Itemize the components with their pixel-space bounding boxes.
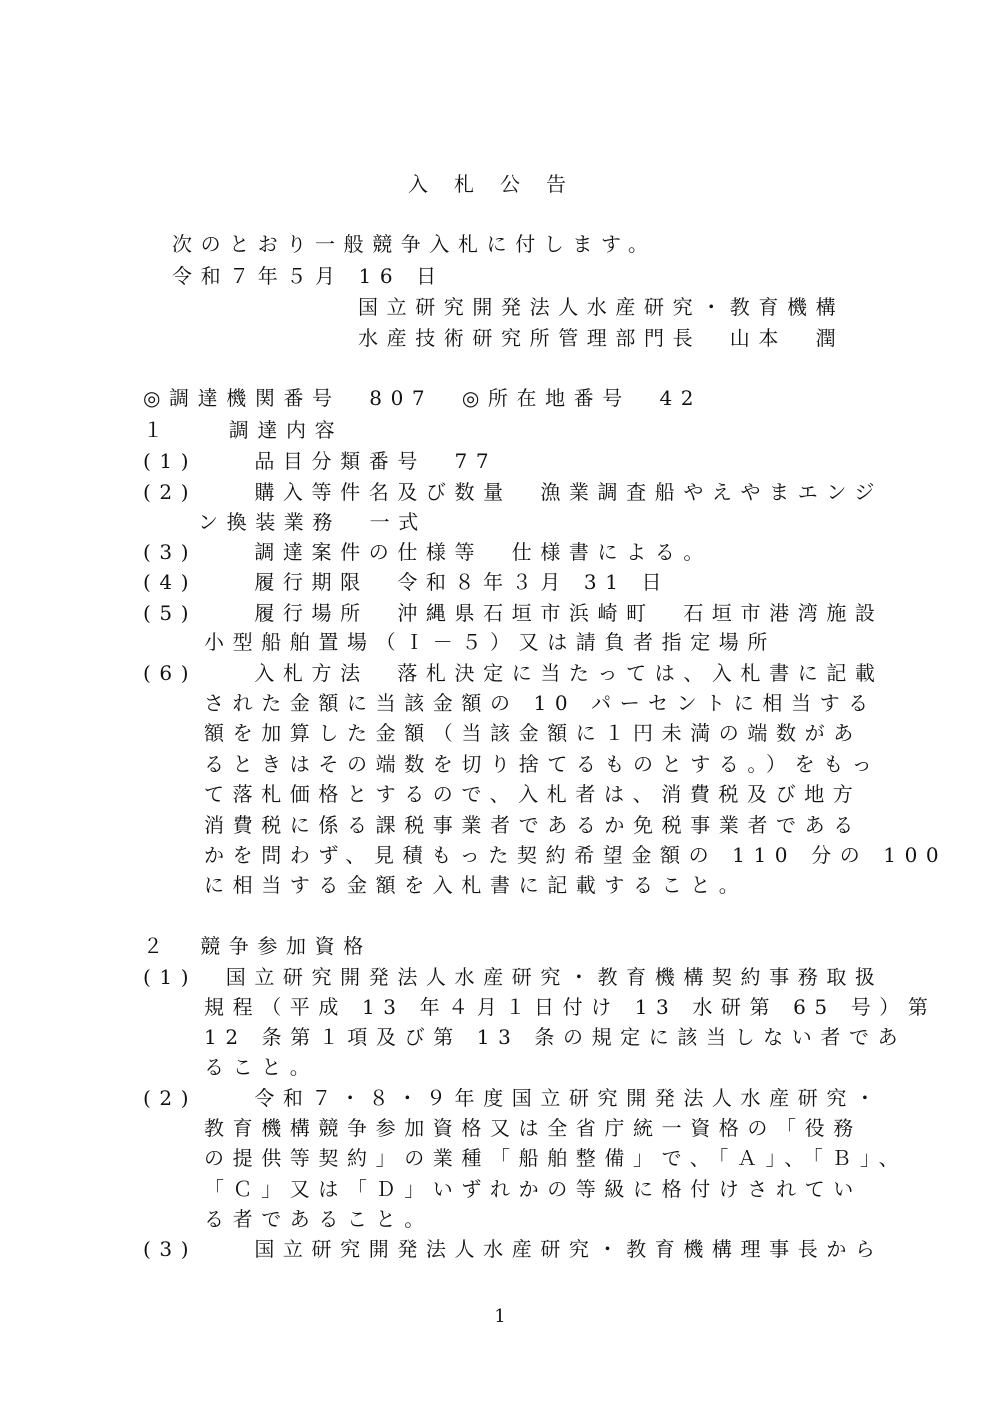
section-2-item-1-line-4: ること。: [204, 1055, 319, 1079]
section-1-item-6-line-3: 額を加算した金額（当該金額に１円未満の端数があ: [204, 721, 862, 745]
section-1-item-6-line-7: かを問わず、見積もった契約希望金額の 110 分の 100: [204, 843, 948, 867]
section-2-item-2-line-3: の提供等契約」の業種「船舶整備」で、「Ａ」、「Ｂ」、: [204, 1146, 908, 1170]
notice-date: 令和７年５月 16 日: [172, 264, 445, 288]
section-1-item-6-line-6: 消費税に係る課税事業者であるか免税事業者である: [204, 813, 862, 837]
section-1-item-6-line-2: された金額に当該金額の 10 パーセントに相当する: [204, 691, 877, 715]
section-1-item-1-line-1: (1) 品目分類番号 77: [143, 449, 498, 473]
section-2-item-3-line-1: (3) 国立研究開発法人水産研究・教育機構理事長から: [143, 1237, 884, 1261]
section-2-item-1-line-3: 12 条第１項及び第 13 条の規定に該当しない者であ: [204, 1025, 907, 1049]
issuing-official: 水産技術研究所管理部門長 山本 潤: [358, 326, 845, 350]
procurement-codes: ◎調達機関番号 807 ◎所在地番号 42: [143, 386, 703, 410]
section-2-item-2-line-1: (2) 令和７・８・９年度国立研究開発法人水産研究・: [143, 1086, 884, 1110]
section-1-item-6-line-4: るときはその端数を切り捨てるものとする。）をもっ: [204, 752, 881, 776]
section-1-item-4-line-1: (4) 履行期限 令和８年３月 31 日: [143, 570, 671, 594]
section-1-item-2-line-2: ン換装業務 一式: [198, 510, 427, 534]
section-2-item-2-line-2: 教育機構競争参加資格又は全省庁統一資格の「役務: [204, 1116, 862, 1140]
section-2-item-1-line-2: 規程（平成 13 年４月１日付け 13 水研第 65 号）第: [204, 995, 937, 1019]
section-1-item-3-line-1: (3) 調達案件の仕様等 仕様書による。: [143, 540, 712, 564]
section-1-item-5-line-1: (5) 履行場所 沖縄県石垣市浜崎町 石垣市港湾施設: [143, 601, 884, 625]
section-2-heading: ２ 競争参加資格: [143, 934, 372, 958]
section-2-item-1-line-1: (1) 国立研究開発法人水産研究・教育機構契約事務取扱: [143, 965, 884, 989]
page-number: 1: [494, 1306, 506, 1327]
section-2-item-2-line-5: る者であること。: [204, 1207, 433, 1231]
document-title: 入札公告: [408, 172, 592, 196]
section-1-heading: １ 調達内容: [143, 418, 344, 442]
section-2-item-2-line-4: 「Ｃ」又は「Ｄ」いずれかの等級に格付けされてい: [204, 1177, 862, 1201]
issuing-organization: 国立研究開発法人水産研究・教育機構: [358, 295, 845, 319]
section-1-item-6-line-1: (6) 入札方法 落札決定に当たっては、入札書に記載: [143, 661, 884, 685]
section-1-item-5-line-2: 小型船舶置場（Ｉ－５）又は請負者指定場所: [204, 630, 776, 654]
section-1-item-2-line-1: (2) 購入等件名及び数量 漁業調査船やえやまエンジ: [143, 480, 884, 504]
section-1-item-6-line-8: に相当する金額を入札書に記載すること。: [204, 873, 748, 897]
section-1-item-6-line-5: て落札価格とするので、入札者は、消費税及び地方: [204, 782, 862, 806]
intro-statement: 次のとおり一般競争入札に付します。: [172, 232, 657, 256]
